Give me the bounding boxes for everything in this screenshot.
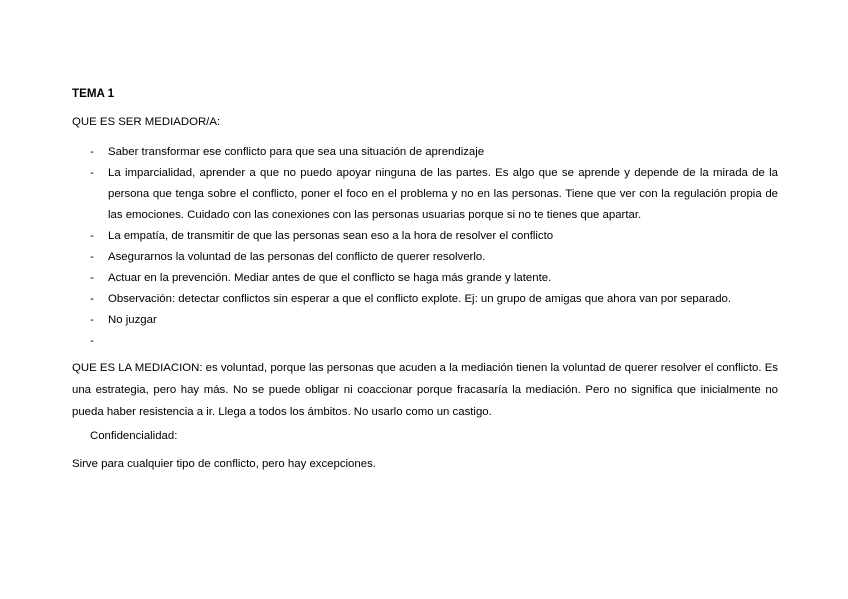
document-title: TEMA 1: [72, 87, 115, 100]
list-dash: -: [90, 146, 94, 158]
list-dash: -: [90, 314, 94, 326]
list-item: [72, 310, 778, 331]
list-item: [72, 142, 778, 163]
list-dash: -: [90, 251, 94, 263]
list-dash: -: [90, 272, 94, 284]
list-item: [72, 247, 778, 268]
mediacion-paragraph: QUE ES LA MEDIACION: es voluntad, porque las personas que acuden a la mediación tienen la voluntad de querer resolver el conflicto. Es una estrategia, pero hay más. No se puede obligar ni coaccionar porque fracasaría la mediación. Pero no significa que inicialmente no pueda haber resistencia a ir. Llega a todos los ámbitos. No usarlo como un castigo.: [72, 362, 778, 418]
list-item: [72, 163, 778, 226]
closing-line: Sirve para cualquier tipo de conflicto, pero hay excepciones.: [72, 458, 376, 470]
list-item-text: La imparcialidad, aprender a que no puedo apoyar ninguna de las partes. Es algo que se aprende y depende de la mirada de la persona que tenga sobre el conflicto, poner el foco en el problema y no en las personas. Tiene que ver con la regulación propia de las emociones. Cuidado con las conexiones con las personas usuarias porque si no te tienes que apartar.: [108, 167, 778, 221]
section-heading-mediador: QUE ES SER MEDIADOR/A:: [72, 116, 221, 128]
list-dash: -: [90, 167, 94, 179]
list-item-text: Actuar en la prevención. Mediar antes de que el conflicto se haga más grande y latente.: [108, 272, 552, 284]
list-item-text: No juzgar: [108, 314, 157, 326]
list-dash: -: [90, 335, 94, 347]
list-item: [72, 226, 778, 247]
confidencialidad-label: Confidencialidad:: [90, 430, 178, 442]
list-dash: -: [90, 230, 94, 242]
list-item: [72, 289, 778, 310]
list-item: [72, 268, 778, 289]
list-item-text: Saber transformar ese conflicto para que sea una situación de aprendizaje: [108, 146, 485, 158]
list-item-text: La empatía, de transmitir de que las personas sean eso a la hora de resolver el conflicto: [108, 230, 554, 242]
list-item-text: Observación: detectar conflictos sin esperar a que el conflicto explote. Ej: un grupo de amigas que ahora van por separado.: [108, 293, 732, 305]
list-dash: -: [90, 293, 94, 305]
mediador-qualities-list: [72, 142, 778, 347]
list-item-text: Asegurarnos la voluntad de las personas del conflicto de querer resolverlo.: [108, 251, 486, 263]
